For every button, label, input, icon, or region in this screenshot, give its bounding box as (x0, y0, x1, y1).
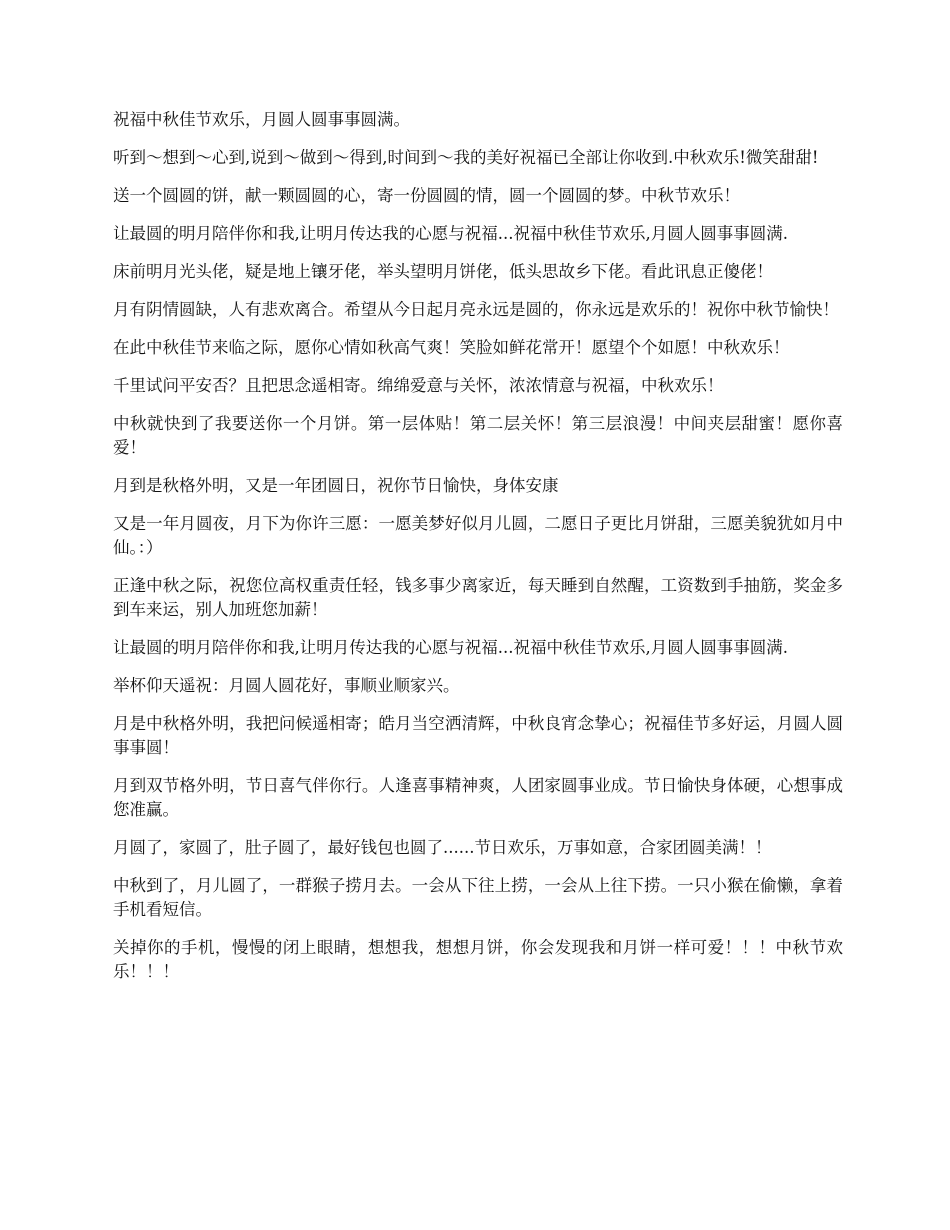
paragraph-14: 举杯仰天遥祝：月圆人圆花好，事顺业顺家兴。 (113, 676, 460, 695)
paragraph-4: 让最圆的明月陪伴你和我,让明月传达我的心愿与祝福...祝福中秋佳节欢乐,月圆人圆事事圆满. (113, 224, 788, 243)
paragraph-11: 又是一年月圆夜，月下为你许三愿：一愿美梦好似月儿圆，二愿日子更比月饼甜，三愿美貌犹如月中仙。：） (113, 514, 843, 557)
paragraph-9: 中秋就快到了我要送你一个月饼。第一层体贴！第二层关怀！第三层浪漫！中间夹层甜蜜！愿你喜爱！ (113, 414, 843, 457)
paragraph-17: 月圆了，家圆了，肚子圆了，最好钱包也圆了......节日欢乐，万事如意，合家团圆美满！！ (113, 838, 772, 857)
paragraph-18: 中秋到了，月儿圆了，一群猴子捞月去。一会从下往上捞，一会从上往下捞。一只小猴在偷懒，拿着手机看短信。 (113, 876, 843, 919)
paragraph-16: 月到双节格外明，节日喜气伴你行。人逢喜事精神爽，人团家圆事业成。节日愉快身体硬，心想事成您准赢。 (113, 776, 843, 819)
paragraph-19: 关掉你的手机，慢慢的闭上眼睛，想想我，想想月饼，你会发现我和月饼一样可爱！！！中秋节欢乐！！！ (113, 938, 843, 981)
paragraph-1: 祝福中秋佳节欢乐，月圆人圆事事圆满。 (113, 110, 410, 129)
paragraph-6: 月有阴情圆缺，人有悲欢离合。希望从今日起月亮永远是圆的，你永远是欢乐的！祝你中秋节愉快！ (113, 300, 839, 319)
document-body (113, 108, 843, 998)
paragraph-2: 听到～想到～心到,说到～做到～得到,时间到～我的美好祝福已全部让你收到.中秋欢乐!微笑甜甜! (113, 148, 819, 167)
paragraph-5: 床前明月光头佬，疑是地上镶牙佬，举头望明月饼佬，低头思故乡下佬。看此讯息正傻佬！ (113, 262, 773, 281)
paragraph-7: 在此中秋佳节来临之际，愿你心情如秋高气爽！笑脸如鲜花常开！愿望个个如愿！中秋欢乐！ (113, 338, 790, 357)
paragraph-8: 千里试问平安否？且把思念遥相寄。绵绵爱意与关怀，浓浓情意与祝福，中秋欢乐！ (113, 376, 724, 395)
paragraph-12: 正逢中秋之际，祝您位高权重责任轻，钱多事少离家近，每天睡到自然醒，工资数到手抽筋，奖金多到车来运，别人加班您加薪！ (113, 576, 843, 619)
paragraph-3: 送一个圆圆的饼，献一颗圆圆的心，寄一份圆圆的情，圆一个圆圆的梦。中秋节欢乐！ (113, 186, 740, 205)
paragraph-13: 让最圆的明月陪伴你和我,让明月传达我的心愿与祝福...祝福中秋佳节欢乐,月圆人圆事事圆满. (113, 638, 788, 657)
paragraph-15: 月是中秋格外明，我把问候遥相寄；皓月当空洒清辉，中秋良宵念挚心；祝福佳节多好运，月圆人圆事事圆！ (113, 714, 843, 757)
paragraph-10: 月到是秋格外明，又是一年团圆日，祝你节日愉快，身体安康 (113, 476, 559, 495)
